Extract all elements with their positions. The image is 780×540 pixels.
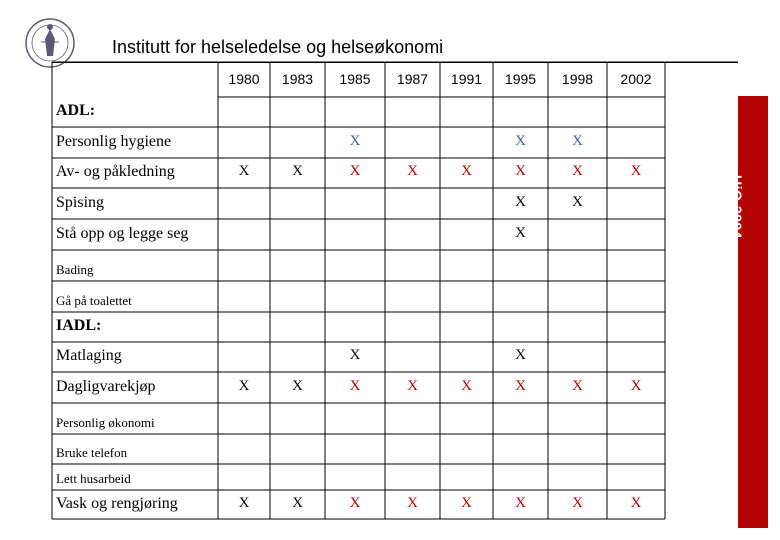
row-label: ADL: bbox=[56, 102, 96, 119]
cell-mark: X bbox=[292, 494, 303, 511]
cell-mark: X bbox=[630, 377, 642, 394]
page-title: Institutt for helseledelse og helseøkonomi bbox=[112, 37, 444, 57]
cell-mark: X bbox=[515, 193, 526, 210]
row-label: Personlig hygiene bbox=[56, 132, 172, 150]
cell-mark: X bbox=[461, 377, 472, 394]
row-label: Spising bbox=[56, 193, 105, 211]
cell-mark: X bbox=[461, 494, 472, 511]
cell-mark: X bbox=[349, 132, 361, 149]
year-column-header: 1998 bbox=[561, 71, 594, 87]
year-column-header: 2002 bbox=[620, 71, 652, 87]
cell-mark: X bbox=[292, 163, 303, 179]
cell-mark: X bbox=[515, 163, 526, 179]
year-column-header: 1980 bbox=[228, 71, 260, 87]
row-label: Bading bbox=[56, 262, 94, 277]
year-column-header: 1991 bbox=[450, 71, 483, 87]
cell-mark: X bbox=[407, 494, 418, 511]
cell-mark: X bbox=[630, 494, 642, 511]
cell-mark: X bbox=[572, 163, 583, 179]
year-column-header: 1985 bbox=[339, 71, 371, 87]
cell-mark: X bbox=[572, 193, 583, 210]
cell-mark: X bbox=[515, 224, 526, 241]
cell-mark: X bbox=[238, 163, 250, 179]
row-label: Gå på toalettet bbox=[56, 293, 132, 308]
cell-mark: X bbox=[572, 377, 583, 394]
row-label: Matlaging bbox=[56, 347, 122, 364]
cell-mark: X bbox=[349, 494, 361, 511]
cell-mark: X bbox=[349, 377, 361, 394]
cell-mark: X bbox=[572, 132, 583, 149]
cell-mark: X bbox=[630, 163, 642, 179]
row-label: Personlig økonomi bbox=[56, 415, 155, 430]
cell-mark: X bbox=[461, 163, 472, 179]
cell-mark: X bbox=[349, 347, 361, 363]
cell-mark: X bbox=[515, 347, 526, 363]
cell-mark: X bbox=[407, 377, 418, 394]
row-label: Stå opp og legge seg bbox=[56, 224, 189, 242]
row-label: Lett husarbeid bbox=[56, 471, 131, 486]
cell-mark: X bbox=[515, 132, 526, 149]
year-column-header: 1995 bbox=[504, 71, 537, 87]
row-label: Dagligvarekjøp bbox=[56, 377, 156, 395]
cell-mark: X bbox=[238, 377, 250, 394]
sidebar-label: UiO 2004 bbox=[729, 175, 745, 239]
row-label: IADL: bbox=[56, 317, 102, 334]
row-label: Vask og rengjøring bbox=[56, 494, 178, 512]
cell-mark: X bbox=[407, 163, 418, 179]
cell-mark: X bbox=[292, 377, 303, 394]
cell-mark: X bbox=[349, 163, 361, 179]
row-label: Bruke telefon bbox=[56, 445, 128, 460]
cell-mark: X bbox=[515, 377, 526, 394]
cell-mark: X bbox=[572, 494, 583, 511]
year-column-header: 1987 bbox=[396, 71, 429, 87]
row-label: Av- og påkledning bbox=[56, 163, 175, 180]
year-column-header: 1983 bbox=[281, 71, 314, 87]
cell-mark: X bbox=[515, 494, 526, 511]
cell-mark: X bbox=[238, 494, 250, 511]
